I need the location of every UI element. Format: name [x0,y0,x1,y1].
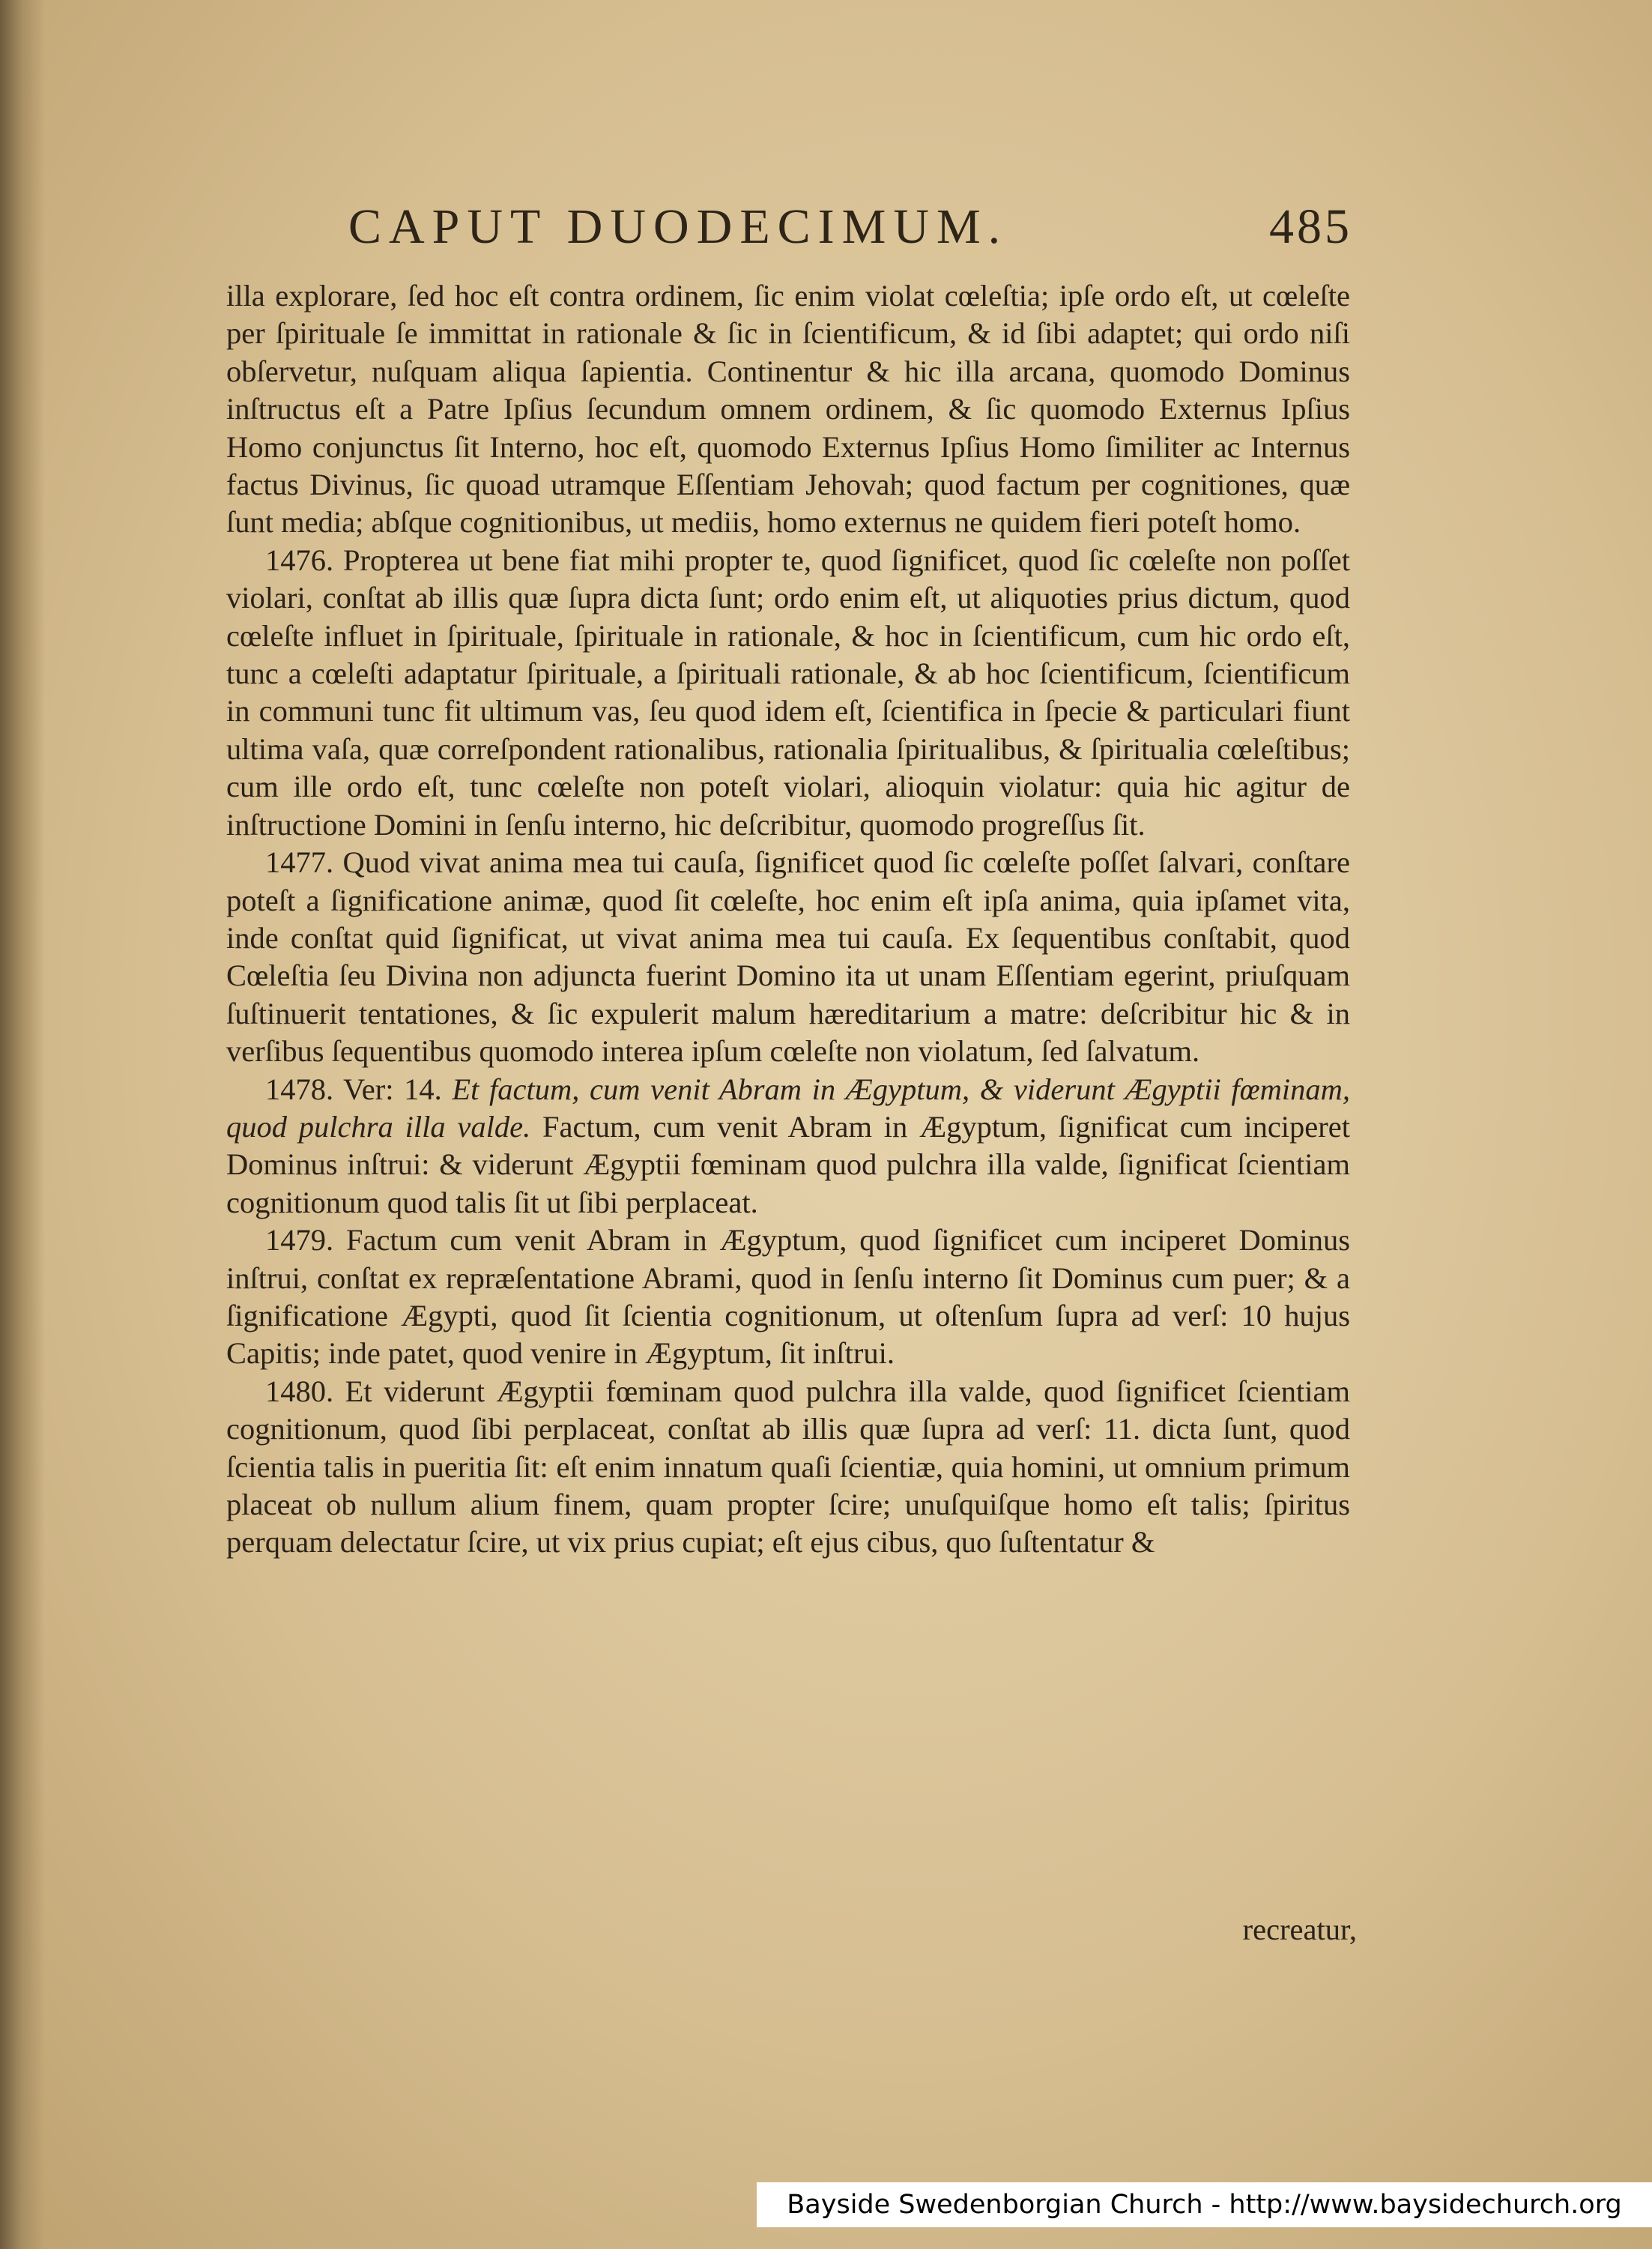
opening-paragraph: illa explorare, ſed hoc eſt contra ordinem, ſic enim violat cœleſtia; ipſe ordo eſt, ut cœleſte per ſpirituale ſe immittat in rationale & ſic in ſcientificum, & id ſibi adaptet; qui ordo niſi obſervetur, nuſquam aliqua ſapientia. Continentur & hic illa arcana, quomodo Dominus inſtructus eſt a Patre Ipſius ſecundum omnem ordinem, & ſic quomodo Externus Ipſius Homo conjunctus ſit Interno, hoc eſt, quomodo Externus Ipſius Homo ſimiliter ac Internus factus Divinus, ſic quoad utramque Eſſentiam Jehovah; quod factum per cognitiones, quæ ſunt media; abſque cognitionibus, ut mediis, homo externus ne quidem fieri poteſt homo. [226,279,1350,540]
page-gutter-shadow [0,0,45,2249]
source-watermark: Bayside Swedenborgian Church - http://www.baysidechurch.org [757,2182,1652,2227]
paragraph-1476: 1476. Propterea ut bene fiat mihi propter te, quod ſignificet, quod ſic cœleſte non poſſet violari, conſtat ab illis quæ ſupra dicta ſunt; ordo enim eſt, ut aliquoties prius dictum, quod cœleſte influet in ſpirituale, ſpirituale in rationale, & hoc in ſcientificum, cum hic ordo eſt, tunc a cœleſti adaptatur ſpirituale, a ſpirituali rationale, & ab hoc ſcientificum, ſcientificum in communi tunc fit ultimum vas, ſeu quod idem eſt, ſcientifica in ſpecie & particulari fiunt ultima vaſa, quæ correſpondent rationalibus, rationalia ſpiritualibus, & ſpiritualia cœleſtibus; cum ille ordo eſt, tunc cœleſte non poteſt violari, alioquin violatur: quia hic agitur de inſtructione Domini in ſenſu interno, hic deſcribitur, quomodo progreſſus ſit. [226,543,1350,842]
paragraph-1479: 1479. Factum cum venit Abram in Ægyptum, quod ſignificet cum inciperet Dominus inſtrui, conſtat ex repræſentatione Abrami, quod in ſenſu interno ſit Dominus cum puer; & a ſignificatione Ægypti, quod ſit ſcientia cognitionum, ut oſtenſum ſupra ad verſ: 10 hujus Capitis; inde patet, quod venire in Ægyptum, ſit inſtrui. [226,1223,1350,1371]
paragraph-1477: 1477. Quod vivat anima mea tui cauſa, ſignificet quod ſic cœleſte poſſet ſalvari, conſtare poteſt a ſignificatione animæ, quod ſit cœleſte, hoc enim eſt ipſa anima, quia ipſamet vita, inde conſtat quid ſignificat, ut vivat anima mea tui cauſa. Ex ſequentibus conſtabit, quod Cœleſtia ſeu Divina non adjuncta fuerint Domino ita ut unam Eſſentiam egerint, priuſquam ſuſtinuerit tentationes, & ſic expulerit malum hæreditarium a matre: deſcribitur hic & in verſibus ſequentibus quomodo interea ipſum cœleſte non violatum, ſed ſalvatum. [226,845,1350,1069]
body-text [226,277,1350,1562]
catchword: recreatur, [1242,1913,1357,1946]
paragraph-1478-rest: Factum, cum venit Abram in Ægyptum, ſignificat cum inciperet Dominus inſtrui: & viderunt Ægyptii fœminam quod pulchra illa valde, ſignificat ſcientiam cognitionum quod talis ſit ut ſibi perplaceat. [226,1109,1350,1219]
paragraph-1478-lead: 1478. Ver: 14. [265,1072,453,1106]
paragraph-1478 [226,1071,1350,1222]
running-head [348,193,1352,261]
paragraph-1478-italic-quote: Et factum, cum venit Abram in Ægyptum, & viderunt Ægyptii fœminam, quod pulchra illa valde. [226,1072,1350,1144]
running-title: CAPUT DUODECIMUM. [348,199,1008,254]
page-number: 485 [1269,199,1352,254]
paragraph-1480: 1480. Et viderunt Ægyptii fœminam quod pulchra illa valde, quod ſignificet ſcientiam cognitionum, quod ſibi perplaceat, conſtat ab illis quæ ſupra ad verſ: 11. dicta ſunt, quod ſcientia talis in pueritia ſit: eſt enim innatum quaſi ſcientiæ, quia homini, ut omnium primum placeat ob nullum alium finem, quam propter ſcire; unuſquiſque homo eſt talis; ſpiritus perquam delectatur ſcire, ut vix prius cupiat; eſt ejus cibus, quo ſuſtentatur & [226,1374,1350,1560]
